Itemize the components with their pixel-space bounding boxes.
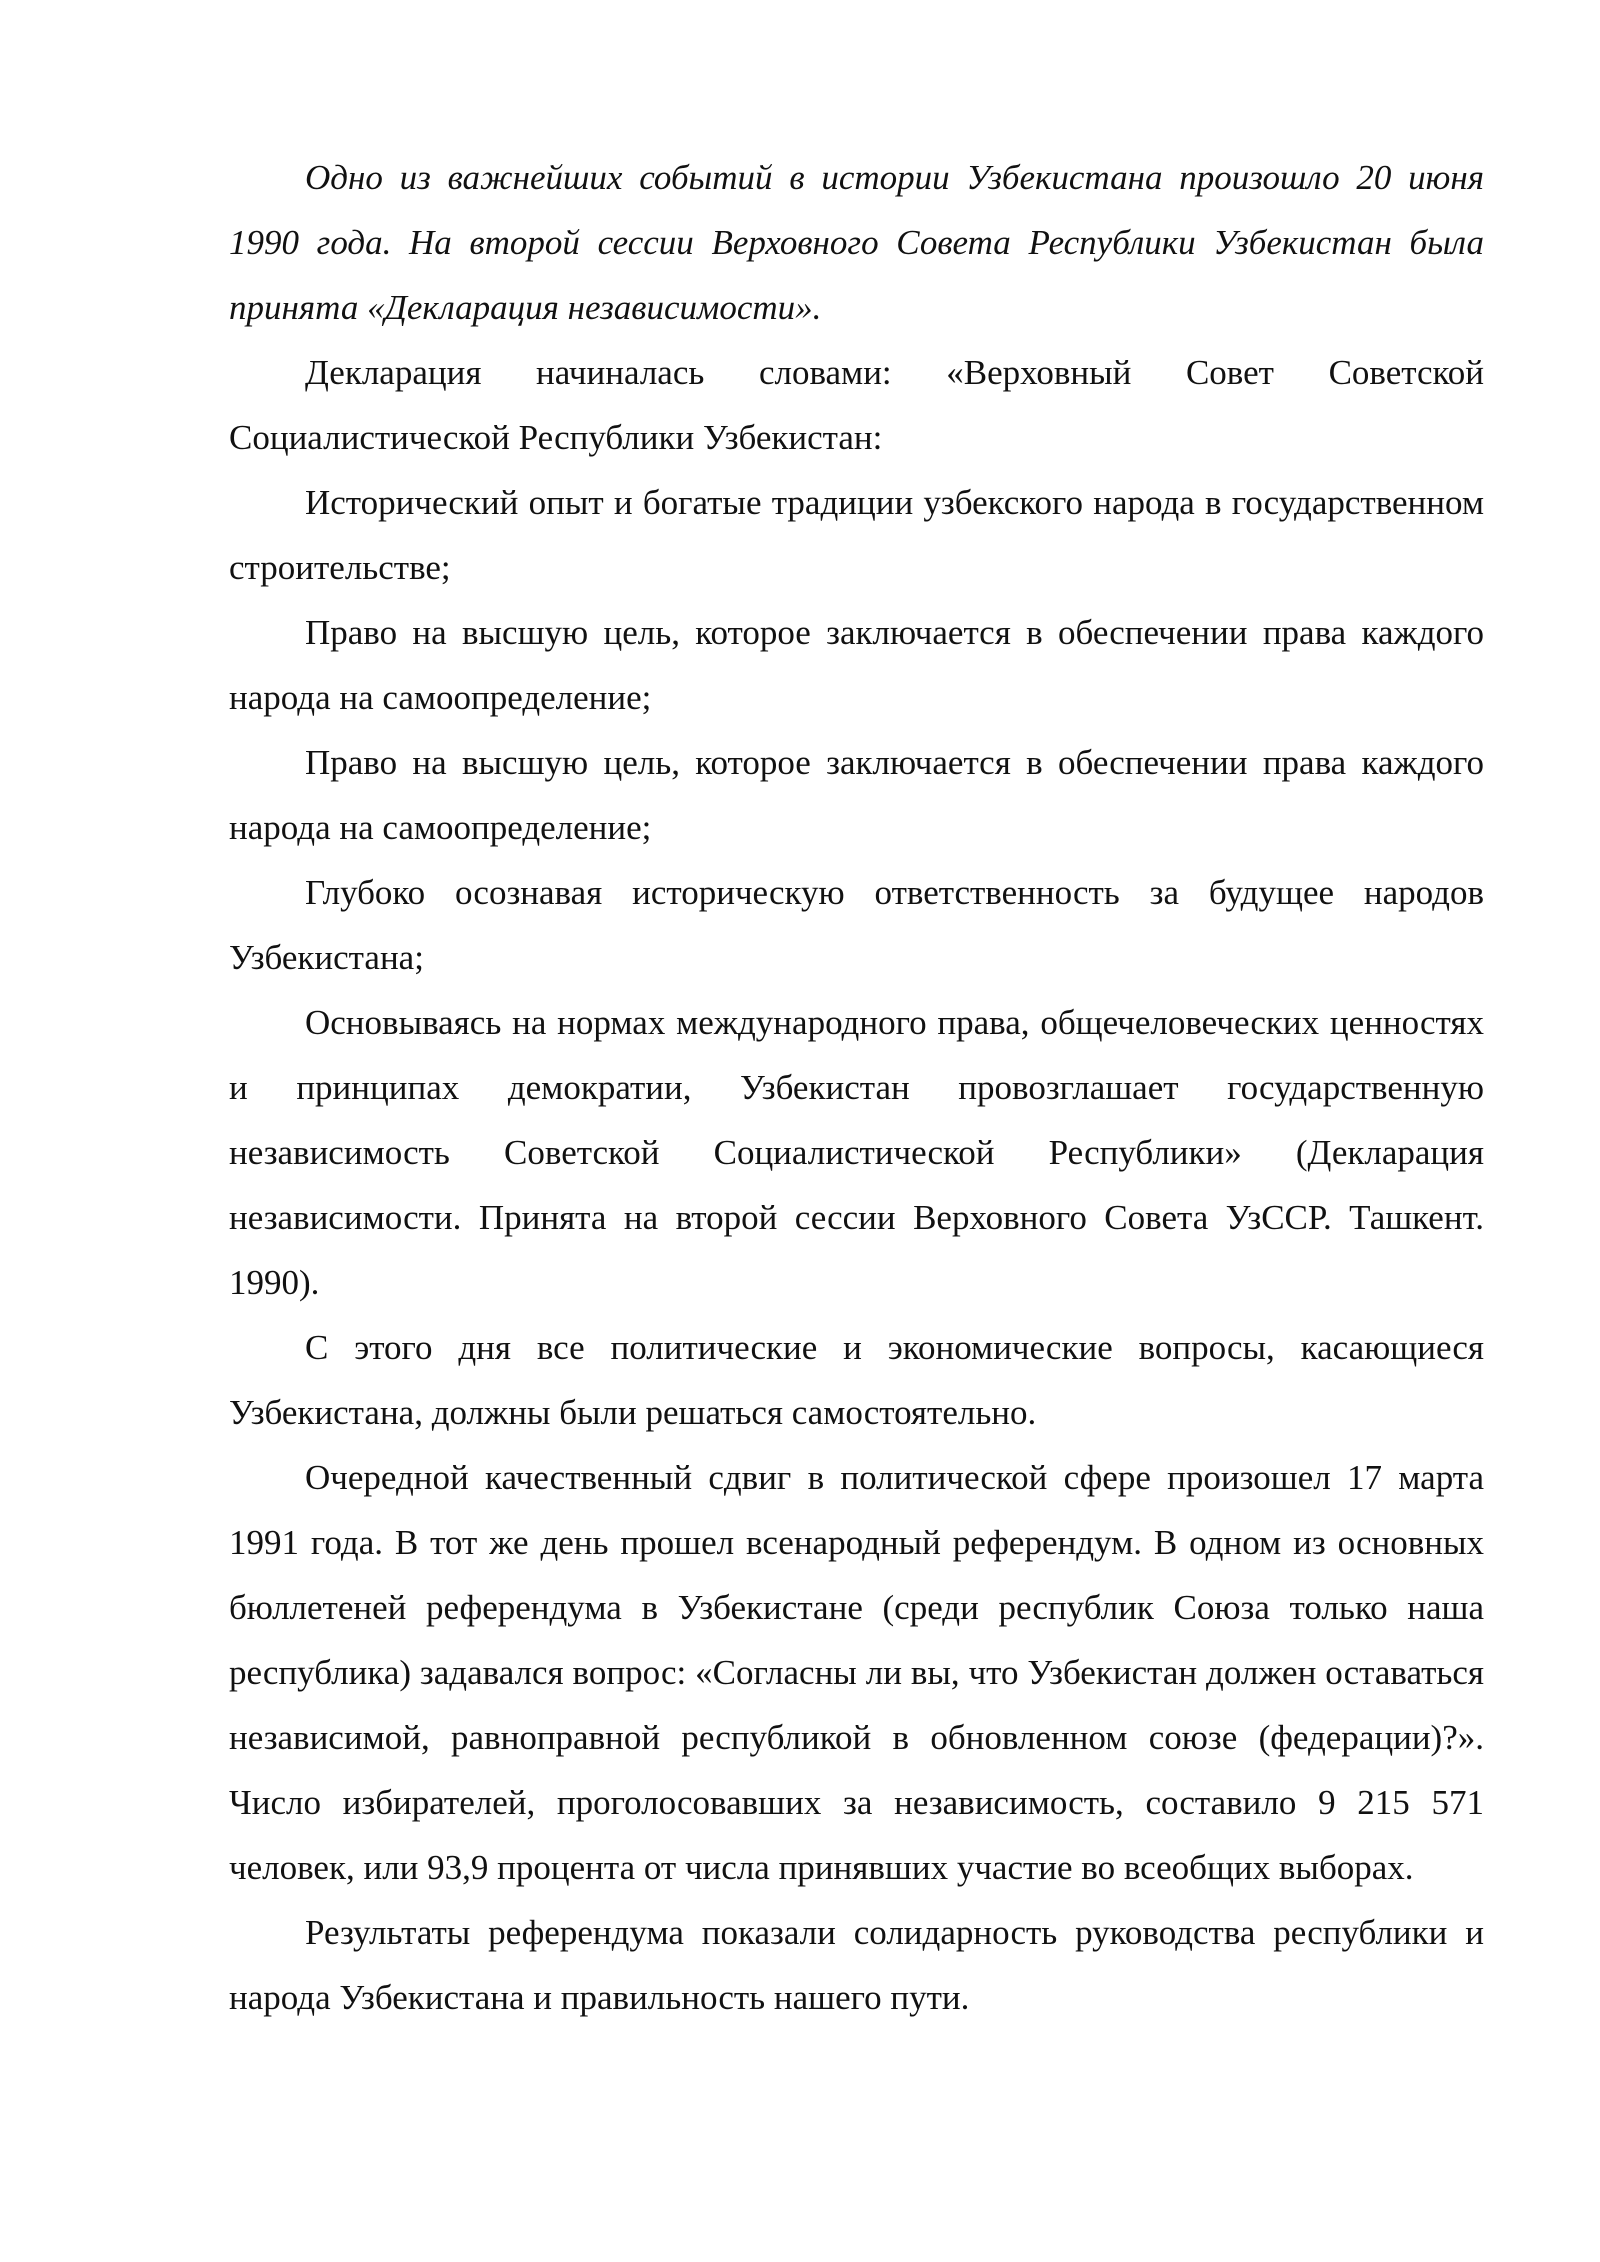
paragraph-historical-experience: Исторический опыт и богатые традиции узбекского народа в государственном строительстве; <box>229 483 1484 587</box>
paragraph-declaration-start: Декларация начиналась словами: «Верховный Совет Советской Социалистической Республики Узбекистан: <box>229 353 1484 457</box>
paragraph-referendum: Очередной качественный сдвиг в политической сфере произошел 17 марта 1991 года. В тот же день прошел всенародный референдум. В одном из основных бюллетеней референдума в Узбекистане (среди республик Союза только наша республика) задавался вопрос: «Согласны ли вы, что Узбекистан должен оставаться независимой, равноправной республикой в обновленном союзе (федерации)?». Число избирателей, проголосовавших за независимость, составило 9 215 571 человек, или 93,9 процента от числа принявших участие во всеобщих выборах. <box>229 1458 1484 1887</box>
paragraph-intro: Одно из важнейших событий в истории Узбекистана произошло 20 июня 1990 года. На второй сессии Верховного Совета Республики Узбекистан была принята «Декларация независимости». <box>229 158 1484 327</box>
paragraph-independence-proclamation: Основываясь на нормах международного права, общечеловеческих ценностях и принципах демократии, Узбекистан провозглашает государственную независимость Советской Социалистической Республики» (Декларация независимости. Принята на второй сессии Верховного Совета УзССР. Ташкент. 1990). <box>229 1003 1484 1302</box>
paragraph-self-governance: С этого дня все политические и экономические вопросы, касающиеся Узбекистана, должны были решаться самостоятельно. <box>229 1328 1484 1432</box>
paragraph-responsibility: Глубоко осознавая историческую ответственность за будущее народов Узбекистана; <box>229 873 1484 977</box>
document-body <box>229 145 1484 2030</box>
paragraph-referendum-results: Результаты референдума показали солидарность руководства республики и народа Узбекистана и правильность нашего пути. <box>229 1913 1484 2017</box>
paragraph-right-to-goal-2: Право на высшую цель, которое заключается в обеспечении права каждого народа на самоопределение; <box>229 743 1484 847</box>
paragraph-right-to-goal-1: Право на высшую цель, которое заключается в обеспечении права каждого народа на самоопределение; <box>229 613 1484 717</box>
